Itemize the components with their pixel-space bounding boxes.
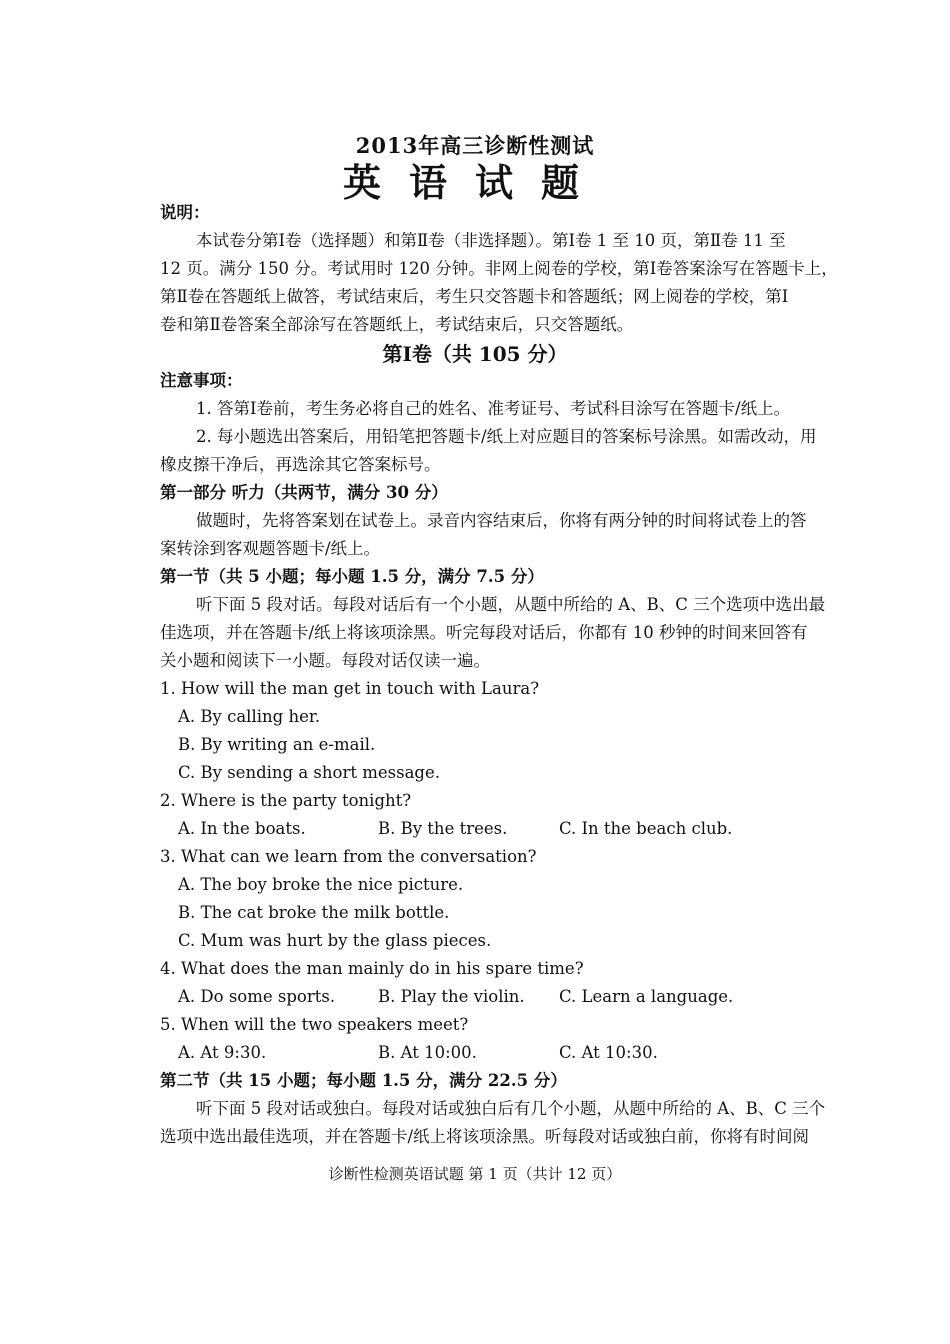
section1-line: 关小题和阅读下一小题。每段对话仅读一遍。 xyxy=(160,651,490,670)
question-option: C. Mum was hurt by the glass pieces. xyxy=(178,931,492,950)
question-option: B. By the trees. xyxy=(378,819,508,838)
question-option: C. By sending a short message. xyxy=(178,763,440,782)
question-option: B. Play the violin. xyxy=(378,987,525,1006)
question-option: B. The cat broke the milk bottle. xyxy=(178,903,450,922)
section2-line: 听下面 5 段对话或独白。每段对话或独白后有几个小题，从题中所给的 A、B、C 三个 xyxy=(196,1099,826,1118)
question-stem: 2. Where is the party tonight? xyxy=(160,791,412,810)
intro-label: 说明： xyxy=(160,203,210,222)
question-option: A. The boy broke the nice picture. xyxy=(178,875,464,894)
intro-line: 卷和第Ⅱ卷答案全部涂写在答题纸上，考试结束后，只交答题纸。 xyxy=(160,315,634,334)
intro-line: 本试卷分第Ⅰ卷（选择题）和第Ⅱ卷（非选择题）。第Ⅰ卷 1 至 10 页，第Ⅱ卷 11 至 xyxy=(196,231,786,250)
part1-line: 做题时，先将答案划在试卷上。录音内容结束后，你将有两分钟的时间将试卷上的答 xyxy=(196,511,807,530)
question-option: A. Do some sports. xyxy=(178,987,336,1006)
intro-line: 12 页。满分 150 分。考试用时 120 分钟。非网上阅卷的学校，第Ⅰ卷答案涂写在答题卡上， xyxy=(160,259,838,278)
section1-heading: 第一节（共 5 小题；每小题 1.5 分，满分 7.5 分） xyxy=(160,567,544,586)
question-stem: 3. What can we learn from the conversation? xyxy=(160,847,537,866)
section2-heading: 第二节（共 15 小题；每小题 1.5 分，满分 22.5 分） xyxy=(160,1071,567,1090)
question-option: A. By calling her. xyxy=(178,707,321,726)
question-option: B. At 10:00. xyxy=(378,1043,477,1062)
page-footer: 诊断性检测英语试题 第 1 页（共计 12 页） xyxy=(328,1165,622,1183)
section2-line: 选项中选出最佳选项，并在答题卡/纸上将该项涂黑。听每段对话或独白前，你将有时间阅 xyxy=(160,1127,810,1146)
section1-line: 听下面 5 段对话。每段对话后有一个小题，从题中所给的 A、B、C 三个选项中选出最 xyxy=(196,595,826,614)
volume1-heading: 第Ⅰ卷（共 105 分） xyxy=(382,342,568,366)
exam-title: 英语试题 xyxy=(342,160,607,205)
notes-line: 橡皮擦干净后，再选涂其它答案标号。 xyxy=(160,455,441,474)
intro-line: 第Ⅱ卷在答题纸上做答，考试结束后，考生只交答题卡和答题纸；网上阅卷的学校，第Ⅰ xyxy=(160,287,789,306)
question-option: A. In the boats. xyxy=(178,819,306,838)
question-option: C. At 10:30. xyxy=(559,1043,658,1062)
section1-line: 佳选项，并在答题卡/纸上将该项涂黑。听完每段对话后，你都有 10 秒钟的时间来回答有 xyxy=(160,623,808,642)
notes-line: 2. 每小题选出答案后，用铅笔把答题卡/纸上对应题目的答案标号涂黑。如需改动，用 xyxy=(196,427,817,446)
question-stem: 4. What does the man mainly do in his spare time? xyxy=(160,959,584,978)
notes-label: 注意事项： xyxy=(160,371,243,390)
question-stem: 5. When will the two speakers meet? xyxy=(160,1015,469,1034)
notes-line: 1. 答第Ⅰ卷前，考生务必将自己的姓名、准考证号、考试科目涂写在答题卡/纸上。 xyxy=(196,399,791,418)
question-option: A. At 9:30. xyxy=(178,1043,267,1062)
exam-subtitle: 2013年高三诊断性测试 xyxy=(355,133,595,158)
question-option: C. Learn a language. xyxy=(559,987,734,1006)
part1-heading: 第一部分 听力（共两节，满分 30 分） xyxy=(160,483,448,502)
question-stem: 1. How will the man get in touch with Laura? xyxy=(160,679,540,698)
question-option: C. In the beach club. xyxy=(559,819,733,838)
part1-line: 案转涂到客观题答题卡/纸上。 xyxy=(160,539,381,558)
question-option: B. By writing an e-mail. xyxy=(178,735,376,754)
